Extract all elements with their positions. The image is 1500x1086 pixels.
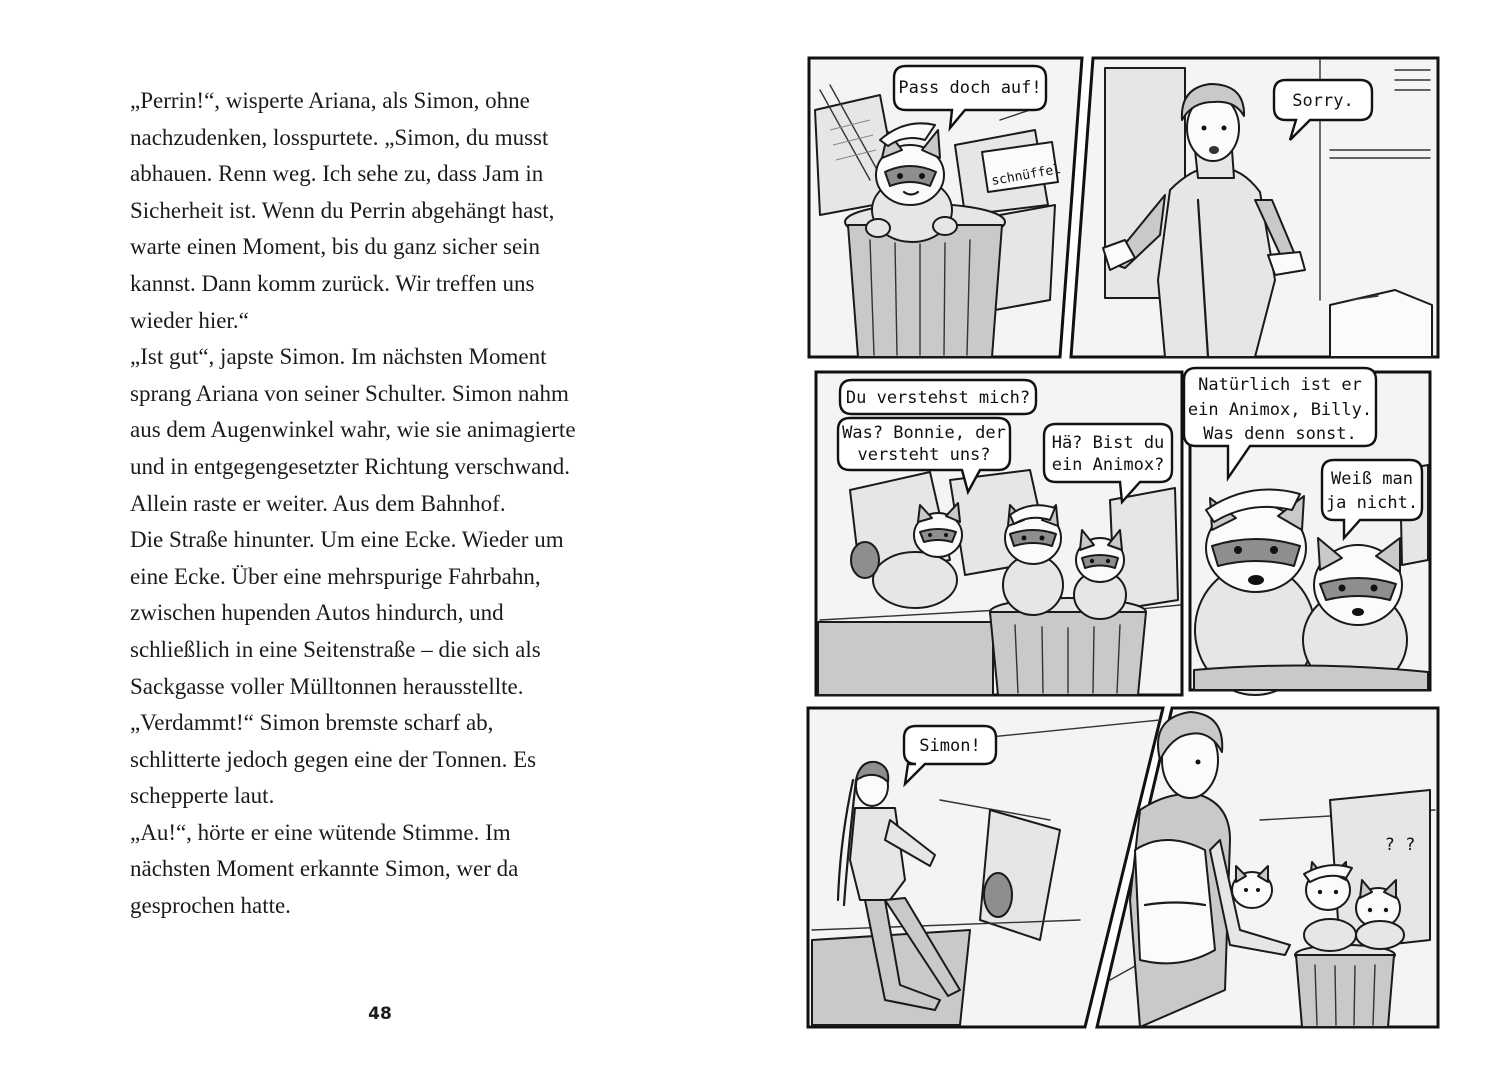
text-line: eine Ecke. Über eine mehrspurige Fahrbahn,: [130, 563, 541, 589]
panel-3-bubble-c-line1: Hä? Bist du: [1051, 433, 1165, 453]
text-line: schließlich in eine Seitenstraße – die sich als: [130, 636, 541, 662]
text-line: nächsten Moment erkannte Simon, wer da: [130, 856, 519, 882]
panel-3-bubble-c-line2: ein Animox?: [1051, 455, 1165, 475]
text-line: schlitterte jedoch gegen eine der Tonnen. Es: [130, 746, 537, 772]
text-line: sprang Ariana von seiner Schulter. Simon nahm: [130, 380, 569, 406]
text-line: „Ist gut“, japste Simon. Im nächsten Moment: [130, 344, 547, 370]
panel-4-bubble-a-line2: ein Animox, Billy.: [1187, 400, 1373, 420]
panel-2-bubble-text: Sorry.: [1292, 91, 1354, 111]
text-line: abhauen. Renn weg. Ich sehe zu, dass Jam in: [130, 161, 544, 187]
panel-3-bubble-b-line1: Was? Bonnie, der: [842, 423, 1006, 443]
text-line: nachzudenken, losspurtete. „Simon, du musst: [130, 124, 549, 150]
panel-5-question-marks: ? ?: [1384, 835, 1416, 855]
text-line: „Au!“, hörte er eine wütende Stimme. Im: [130, 819, 511, 845]
text-line: warte einen Moment, bis du ganz sicher sein: [130, 234, 541, 260]
panel-3-bubble-a-text: Du verstehst mich?: [845, 388, 1031, 408]
text-line: „Verdammt!“ Simon bremste scharf ab,: [130, 710, 494, 736]
panel-5-bubble-text: Simon!: [919, 736, 981, 756]
panel-2: [1071, 58, 1438, 357]
text-line: schepperte laut.: [130, 783, 275, 809]
text-line: „Perrin!“, wisperte Ariana, als Simon, ohne: [130, 88, 530, 113]
text-line: Die Straße hinunter. Um eine Ecke. Wieder um: [130, 527, 564, 553]
text-line: zwischen hupenden Autos hindurch, und: [130, 600, 504, 626]
panel-4-bubble-a-line3: Was denn sonst.: [1203, 424, 1357, 444]
panel-3-bubble-b-line2: versteht uns?: [857, 445, 991, 465]
text-line: Sackgasse voller Mülltonnen herausstellte.: [130, 673, 524, 699]
panel-1: [809, 58, 1082, 357]
panel-4-bubble-b-line2: ja nicht.: [1325, 493, 1419, 513]
text-line: aus dem Augenwinkel wahr, wie sie animagierte: [130, 417, 576, 443]
panel-4-bubble-a-line1: Natürlich ist er: [1198, 375, 1362, 395]
panel-3: [816, 372, 1182, 695]
panel-4: [1184, 368, 1430, 695]
text-line: kannst. Dann komm zurück. Wir treffen uns: [130, 270, 535, 296]
panel-4-bubble-b-line1: Weiß man: [1331, 469, 1413, 489]
panel-1-sfx-text: schnüffel: [990, 161, 1063, 189]
text-line: Sicherheit ist. Wenn du Perrin abgehängt hast,: [130, 197, 555, 223]
text-line: Allein raste er weiter. Aus dem Bahnhof.: [130, 490, 506, 516]
text-line: wieder hier.“: [130, 307, 249, 333]
panel-1-bubble-text: Pass doch auf!: [898, 78, 1042, 98]
text-line: gesprochen hatte.: [130, 893, 291, 919]
page-number: 48: [368, 1004, 392, 1024]
text-line: und in entgegengesetzter Richtung verschwand.: [130, 453, 571, 479]
